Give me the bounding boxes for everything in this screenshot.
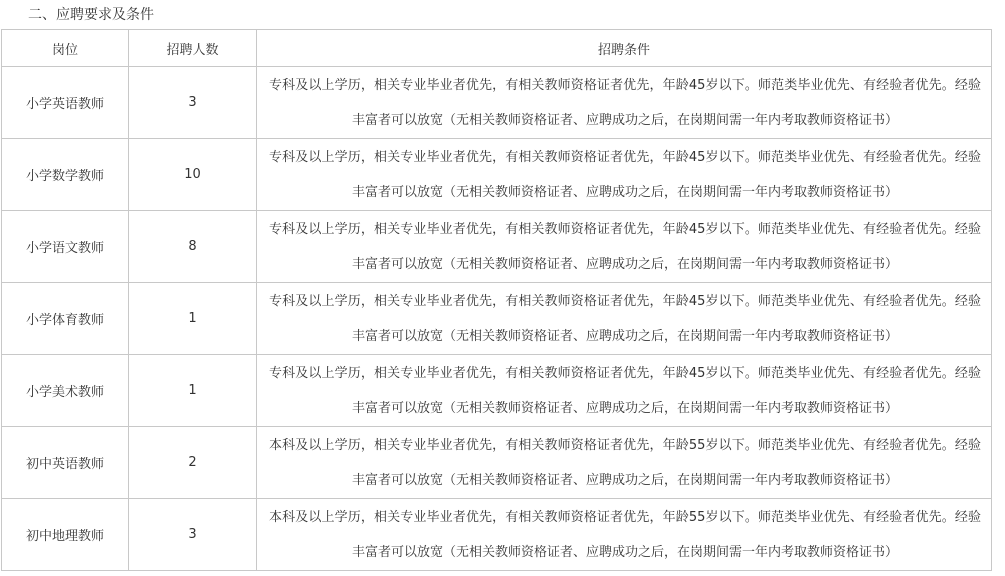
cell-condition: 专科及以上学历，相关专业毕业者优先，有相关教师资格证者优先，年龄45岁以下。师范类毕业优先、有经验者优先。经验丰富者可以放宽（无相关教师资格证者、应聘成功之后，在岗期间需一年内考取教师资格证书） xyxy=(257,139,992,211)
table-row xyxy=(2,139,992,211)
cell-condition: 本科及以上学历，相关专业毕业者优先，有相关教师资格证者优先，年龄55岁以下。师范类毕业优先、有经验者优先。经验丰富者可以放宽（无相关教师资格证者、应聘成功之后，在岗期间需一年内考取教师资格证书） xyxy=(257,427,992,499)
cell-position: 小学语文教师 xyxy=(2,211,129,283)
cell-count: 1 xyxy=(129,355,257,427)
requirements-table-container xyxy=(1,29,991,571)
cell-count: 2 xyxy=(129,427,257,499)
table-header-row xyxy=(2,30,992,67)
cell-position: 小学美术教师 xyxy=(2,355,129,427)
section-title: 二、应聘要求及条件 xyxy=(28,7,154,23)
cell-count: 3 xyxy=(129,499,257,571)
cell-position: 小学数学教师 xyxy=(2,139,129,211)
table-row xyxy=(2,67,992,139)
cell-count: 3 xyxy=(129,67,257,139)
cell-condition: 专科及以上学历，相关专业毕业者优先，有相关教师资格证者优先，年龄45岁以下。师范类毕业优先、有经验者优先。经验丰富者可以放宽（无相关教师资格证者、应聘成功之后，在岗期间需一年内考取教师资格证书） xyxy=(257,67,992,139)
cell-position: 小学体育教师 xyxy=(2,283,129,355)
table-row xyxy=(2,499,992,571)
cell-condition: 专科及以上学历，相关专业毕业者优先，有相关教师资格证者优先，年龄45岁以下。师范类毕业优先、有经验者优先。经验丰富者可以放宽（无相关教师资格证者、应聘成功之后，在岗期间需一年内考取教师资格证书） xyxy=(257,211,992,283)
cell-condition: 本科及以上学历，相关专业毕业者优先，有相关教师资格证者优先，年龄55岁以下。师范类毕业优先、有经验者优先。经验丰富者可以放宽（无相关教师资格证者、应聘成功之后，在岗期间需一年内考取教师资格证书） xyxy=(257,499,992,571)
cell-condition: 专科及以上学历，相关专业毕业者优先，有相关教师资格证者优先，年龄45岁以下。师范类毕业优先、有经验者优先。经验丰富者可以放宽（无相关教师资格证者、应聘成功之后，在岗期间需一年内考取教师资格证书） xyxy=(257,355,992,427)
cell-position: 初中英语教师 xyxy=(2,427,129,499)
cell-position: 小学英语教师 xyxy=(2,67,129,139)
header-condition: 招聘条件 xyxy=(257,30,992,67)
cell-condition: 专科及以上学历，相关专业毕业者优先，有相关教师资格证者优先，年龄45岁以下。师范类毕业优先、有经验者优先。经验丰富者可以放宽（无相关教师资格证者、应聘成功之后，在岗期间需一年内考取教师资格证书） xyxy=(257,283,992,355)
header-position: 岗位 xyxy=(2,30,129,67)
table-row xyxy=(2,211,992,283)
cell-count: 10 xyxy=(129,139,257,211)
table-header xyxy=(2,30,992,67)
table-row xyxy=(2,283,992,355)
cell-position: 初中地理教师 xyxy=(2,499,129,571)
cell-count: 1 xyxy=(129,283,257,355)
table-body xyxy=(2,67,992,571)
table-row xyxy=(2,427,992,499)
requirements-table xyxy=(1,29,992,571)
table-row xyxy=(2,355,992,427)
header-count: 招聘人数 xyxy=(129,30,257,67)
cell-count: 8 xyxy=(129,211,257,283)
